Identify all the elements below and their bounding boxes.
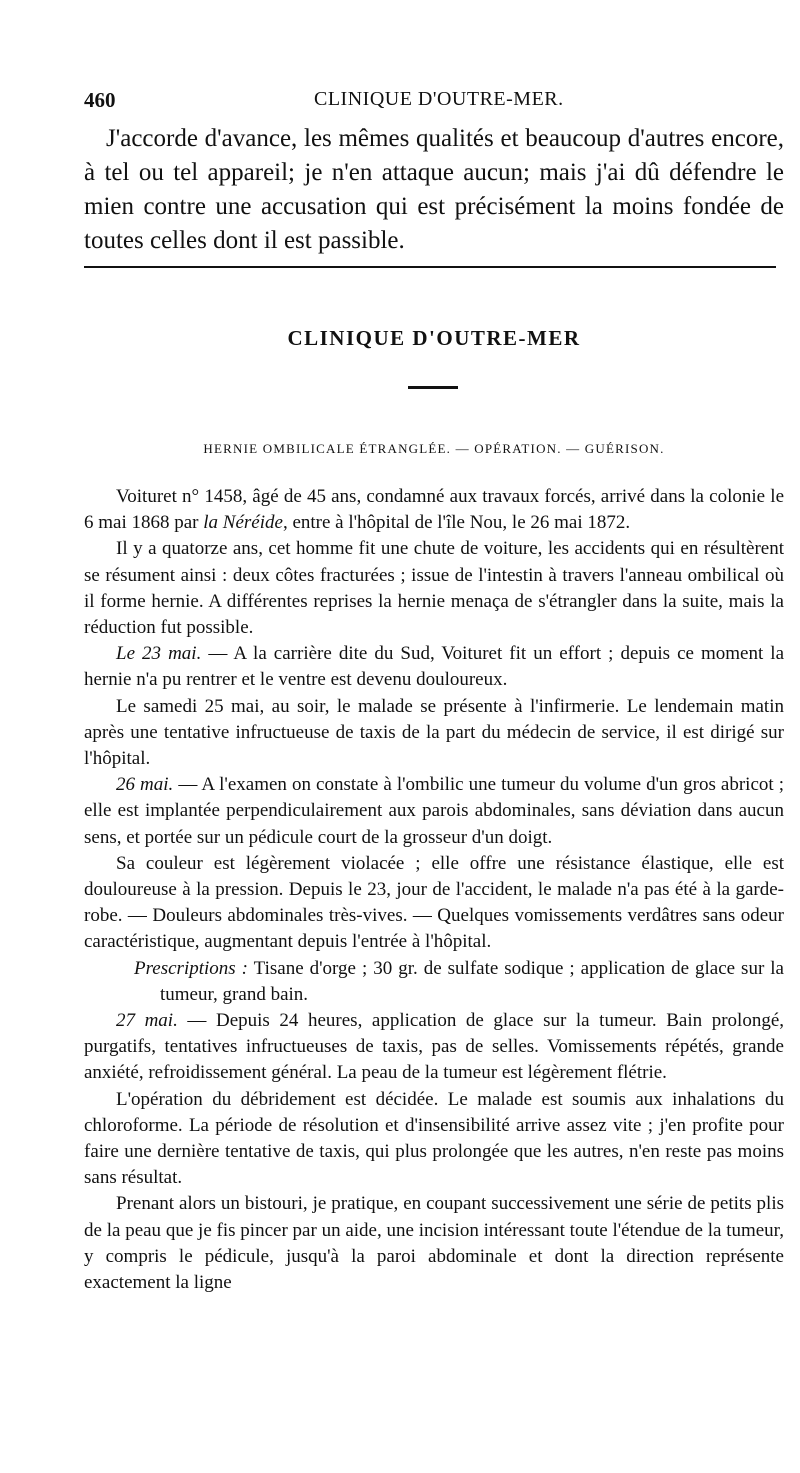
section-subtitle: HERNIE OMBILICALE ÉTRANGLÉE. — OPÉRATION. — GUÉRISON. [203,441,665,456]
prescriptions-label: Prescriptions : [134,957,248,979]
section-title: CLINIQUE D'OUTRE-MER [287,326,581,350]
paragraph-prescriptions [84,956,784,1008]
section-divider [84,266,776,268]
paragraph-admission [84,484,784,536]
paragraph-may-23 [84,641,784,693]
paragraph-incision: Prenant alors un bistouri, je pratique, en coupant successivement une série de petits plis de la peau que je fis pincer par un aide, une incision intéressant toute l'étendue de la tumeur, y compris le pédicule, jusqu'à la paroi abdominale et dont la direction représente exactement la ligne [84,1193,784,1294]
entry-text: — Depuis 24 heures, application de glace sur la tumeur. Bain prolongé, purgatifs, tentatives infructueuses de taxis, pas de selles. Vomissements répétés, grande anxiété, refroidissement général. La peau de la tumeur est légèrement flétrie. [84,1010,785,1084]
admission-text-end: , entre à l'hôpital de l'île Nou, le 26 mai 1872. [282,512,631,534]
intro-paragraph: J'accorde d'avance, les mêmes qualités et beaucoup d'autres encore, à tel ou tel appareil; je n'en attaque aucun; mais j'ai dû défendre le mien contre une accusation qui est précisément la moins fondée de toutes celles dont il est passible. [84,125,784,254]
title-rule [408,386,458,389]
entry-text: — A l'examen on constate à l'ombilic une tumeur du volume d'un gros abricot ; elle est implantée perpendiculairement aux parois abdominales, sans déviation dans aucun sens, et portée sur un pédicule court de la grosseur d'un doigt. [84,774,784,848]
running-title: CLINIQUE D'OUTRE-MER. [314,88,564,110]
intro-text [84,122,784,258]
page-number: 460 [84,88,116,112]
paragraph-may-25: Le samedi 25 mai, au soir, le malade se présente à l'infirmerie. Le lendemain matin après une tentative infructueuse de taxis de la part du médecin de service, il est dirigé sur l'hôpital. [84,695,784,770]
entry-text: — A la carrière dite du Sud, Voituret fit un effort ; depuis ce moment la hernie n'a pu rentrer et le ventre est devenu douloureux. [84,643,784,691]
paragraph-history: Il y a quatorze ans, cet homme fit une chute de voiture, les accidents qui en résultèrent se résument ainsi : deux côtes fracturées ; issue de l'intestin à travers l'anneau ombilical où il forme hernie. A différentes reprises la hernie menaça de s'étrangler dans la suite, mais la réduction fut possible. [84,538,784,639]
paragraph-may-26 [84,772,784,851]
entry-date: 27 mai. [116,1010,178,1032]
entry-date: Le 23 mai. [116,643,202,665]
prescriptions-text: Tisane d'orge ; 30 gr. de sulfate sodique ; application de glace sur la tumeur, grand bain. [160,957,784,1005]
paragraph-may-27 [84,1008,784,1087]
admission-text-start: Voituret n° 1458, âgé de 45 ans, condamné aux travaux forcés, arrivé dans la colonie le 6 mai 1868 par [84,486,784,534]
paragraph-operation: L'opération du débridement est décidée. Le malade est soumis aux inhalations du chloroforme. La période de résolution et d'insensibilité arrive assez vite ; j'en profite pour faire une dernière tentative de taxis, qui plus prolongée que les autres, n'en reste pas moins sans résultat. [84,1088,784,1189]
case-report-body [84,484,784,1296]
entry-date: 26 mai. [116,774,174,796]
running-header [84,88,784,118]
ship-name: la Néréide [203,512,283,534]
paragraph-symptoms: Sa couleur est légèrement violacée ; elle offre une résistance élastique, elle est douloureuse à la pression. Depuis le 23, jour de l'accident, le malade n'a pas été à la garde-robe. — Douleurs abdominales très-vives. — Quelques vomissements verdâtres sans odeur caractéristique, augmentant depuis l'entrée à l'hôpital. [84,852,784,953]
